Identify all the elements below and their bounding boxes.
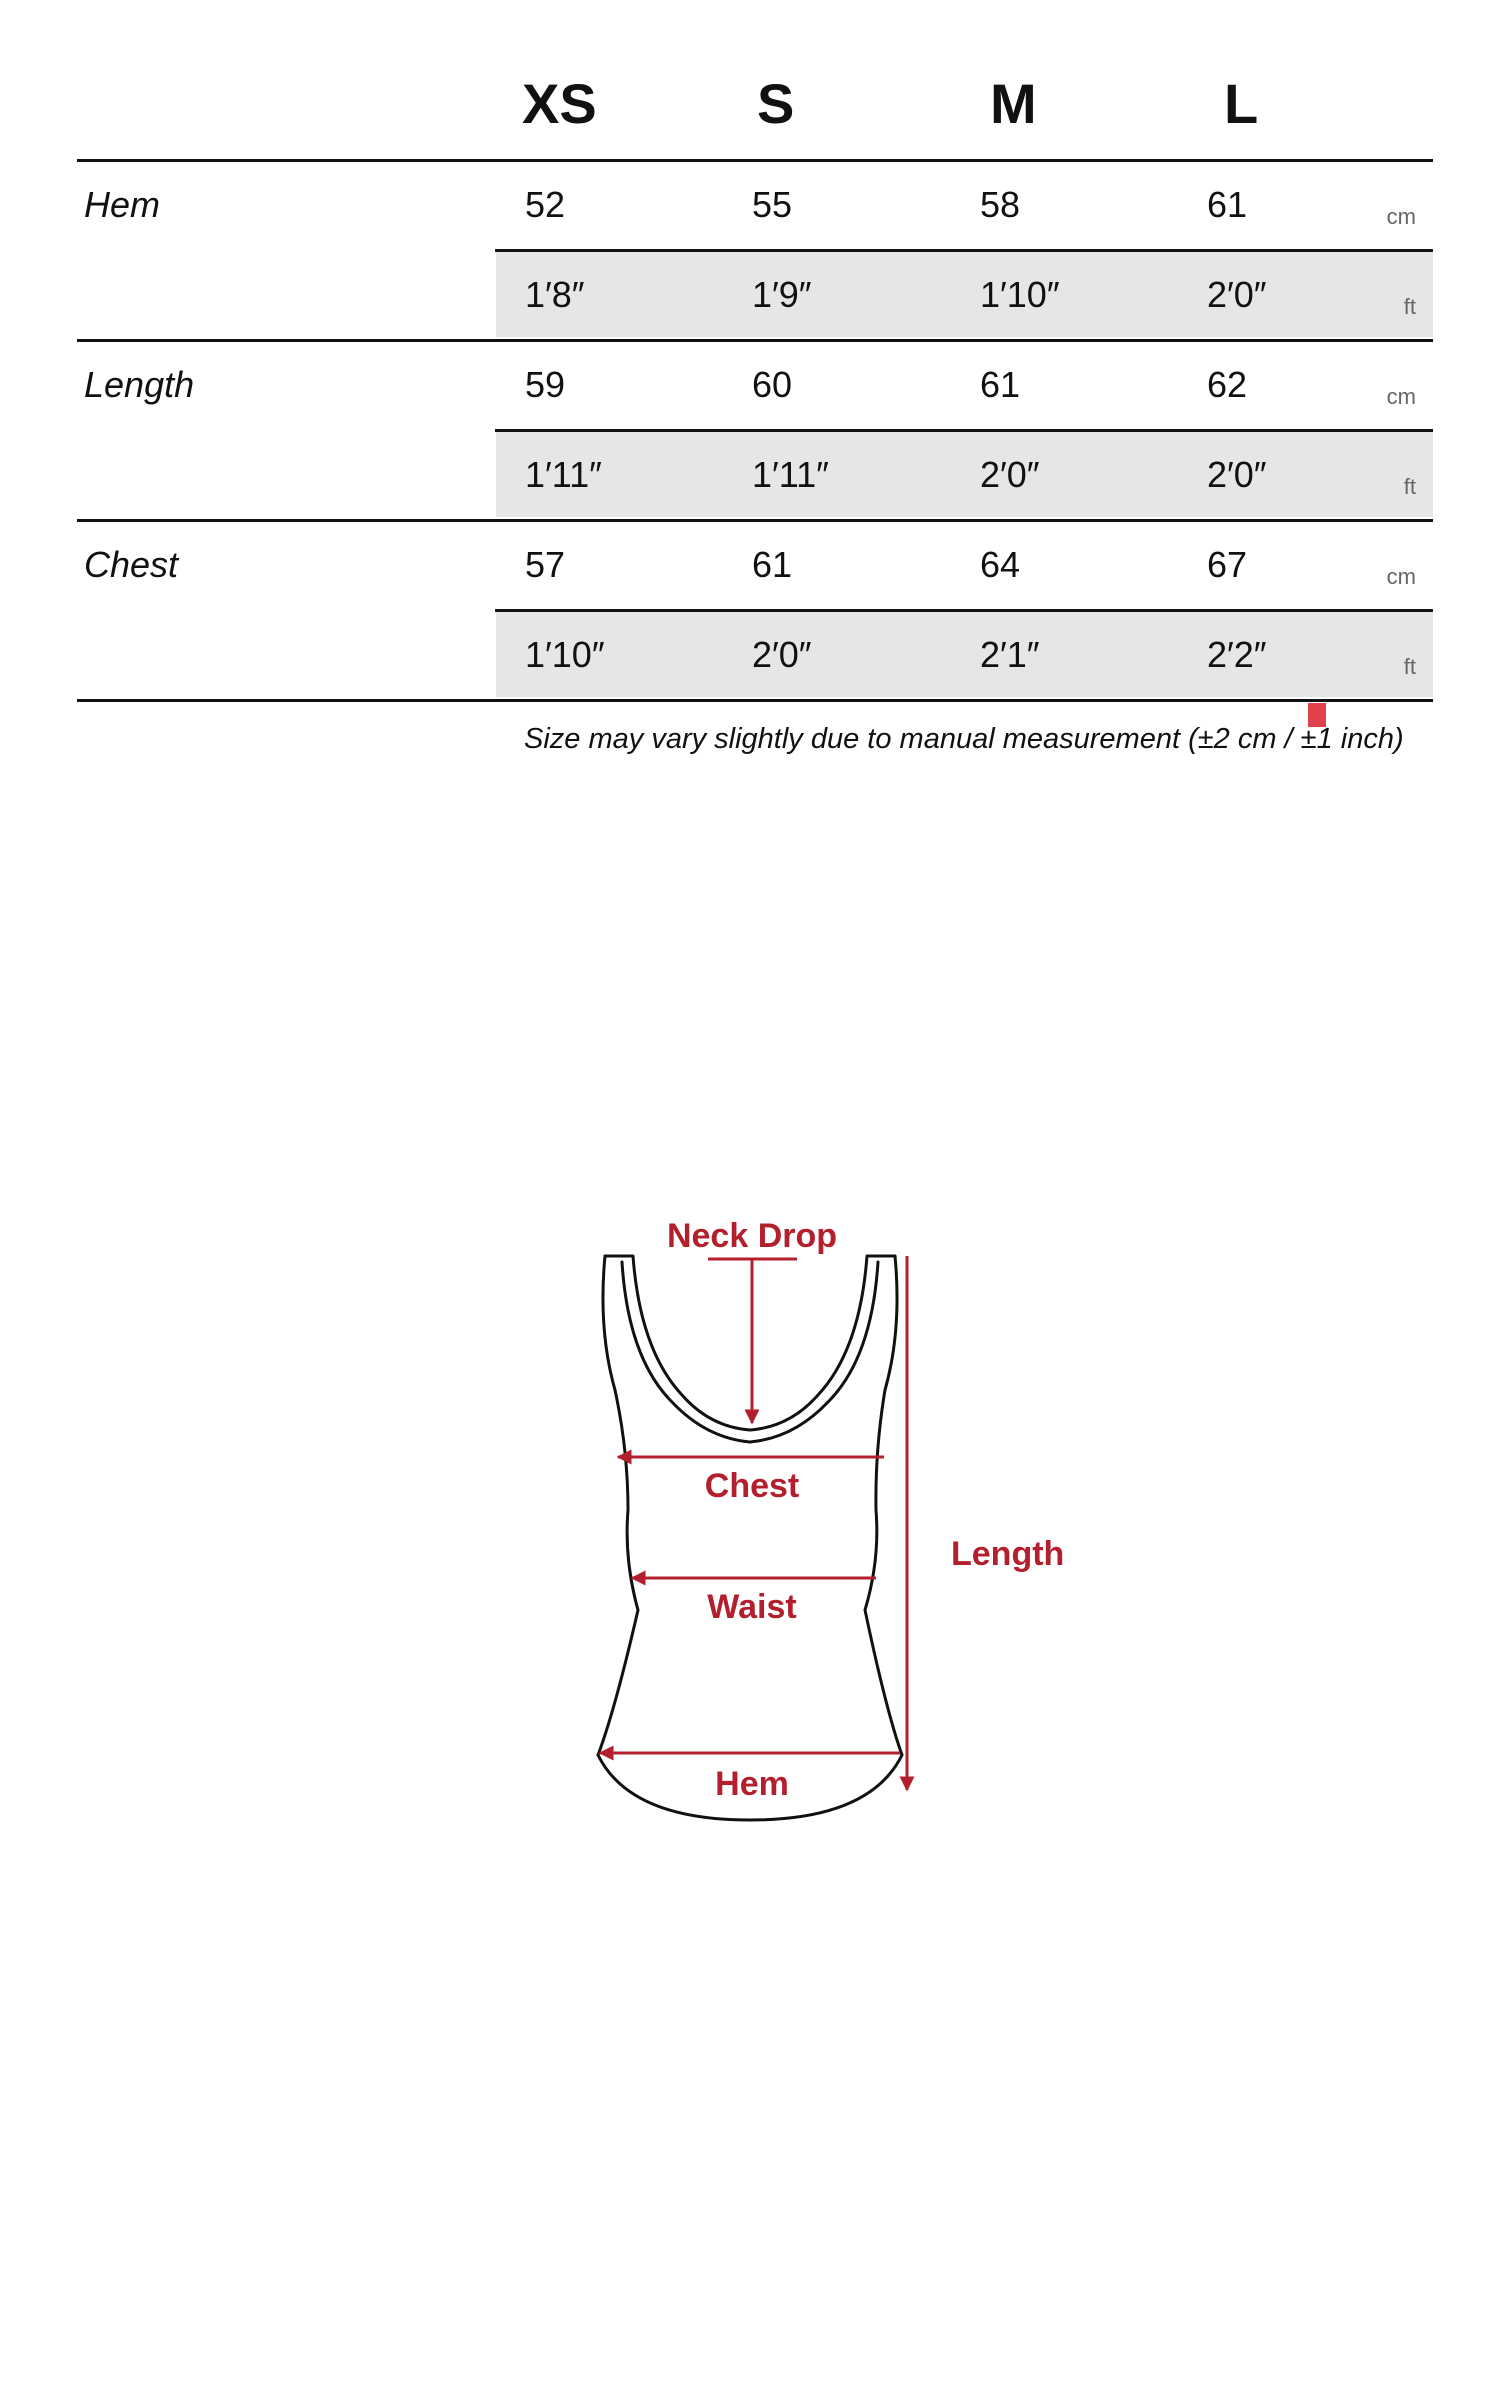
cell-chest-m-cm: 64 — [980, 544, 1021, 585]
group-rule — [77, 339, 1433, 342]
label-hem: Hem — [715, 1765, 789, 1803]
unit-cm: cm — [1386, 384, 1416, 409]
cell-length-m-ft: 2′0″ — [980, 454, 1040, 495]
header-rule — [77, 159, 1433, 162]
cell-hem-m-cm: 58 — [980, 184, 1021, 225]
row-divider — [495, 429, 1433, 432]
cell-hem-xs-ft: 1′8″ — [525, 274, 585, 315]
row-shade-chest-ft — [496, 612, 1433, 697]
cell-chest-s-ft: 2′0″ — [752, 634, 812, 675]
cell-length-xs-cm: 59 — [525, 364, 566, 405]
measure-label-hem: Hem — [84, 184, 161, 225]
unit-ft: ft — [1403, 474, 1416, 499]
bottom-rule — [77, 699, 1433, 702]
cell-hem-xs-cm: 52 — [525, 184, 566, 225]
row-shade-length-ft — [496, 432, 1433, 517]
group-rule — [77, 519, 1433, 522]
cell-length-s-cm: 60 — [752, 364, 793, 405]
cell-hem-m-ft: 1′10″ — [980, 274, 1060, 315]
measure-label-length: Length — [84, 364, 195, 405]
measurement-note: Size may vary slightly due to manual measurement (±2 cm / ±1 inch) — [524, 723, 1404, 755]
label-chest: Chest — [704, 1467, 800, 1505]
label-waist: Waist — [707, 1588, 797, 1626]
cell-chest-s-cm: 61 — [752, 544, 793, 585]
cell-chest-l-ft: 2′2″ — [1207, 634, 1267, 675]
size-header-s: S — [757, 72, 795, 135]
cell-hem-s-cm: 55 — [752, 184, 793, 225]
unit-cm: cm — [1386, 564, 1416, 589]
cell-length-m-cm: 61 — [980, 364, 1021, 405]
size-chart — [0, 0, 1500, 780]
label-length: Length — [951, 1535, 1065, 1573]
unit-ft: ft — [1403, 654, 1416, 679]
cell-hem-l-cm: 61 — [1207, 184, 1248, 225]
cell-chest-m-ft: 2′1″ — [980, 634, 1040, 675]
cell-chest-xs-ft: 1′10″ — [525, 634, 605, 675]
cell-hem-s-ft: 1′9″ — [752, 274, 812, 315]
size-header-xs: XS — [522, 72, 597, 135]
row-divider — [495, 249, 1433, 252]
cell-chest-xs-cm: 57 — [525, 544, 566, 585]
row-divider — [495, 609, 1433, 612]
unit-cm: cm — [1386, 204, 1416, 229]
tank-top-diagram — [560, 1180, 1100, 1830]
row-shade-hem-ft — [496, 252, 1433, 337]
measure-label-chest: Chest — [84, 544, 179, 585]
label-neck-drop: Neck Drop — [666, 1217, 838, 1255]
unit-ft: ft — [1403, 294, 1416, 319]
cell-chest-l-cm: 67 — [1207, 544, 1248, 585]
size-header-m: M — [990, 72, 1037, 135]
tank-top-outline — [598, 1256, 902, 1820]
cell-hem-l-ft: 2′0″ — [1207, 274, 1267, 315]
size-header-l: L — [1224, 72, 1259, 135]
cell-length-xs-ft: 1′11″ — [525, 454, 602, 495]
cell-length-l-cm: 62 — [1207, 364, 1248, 405]
cell-length-l-ft: 2′0″ — [1207, 454, 1267, 495]
cell-length-s-ft: 1′11″ — [752, 454, 829, 495]
